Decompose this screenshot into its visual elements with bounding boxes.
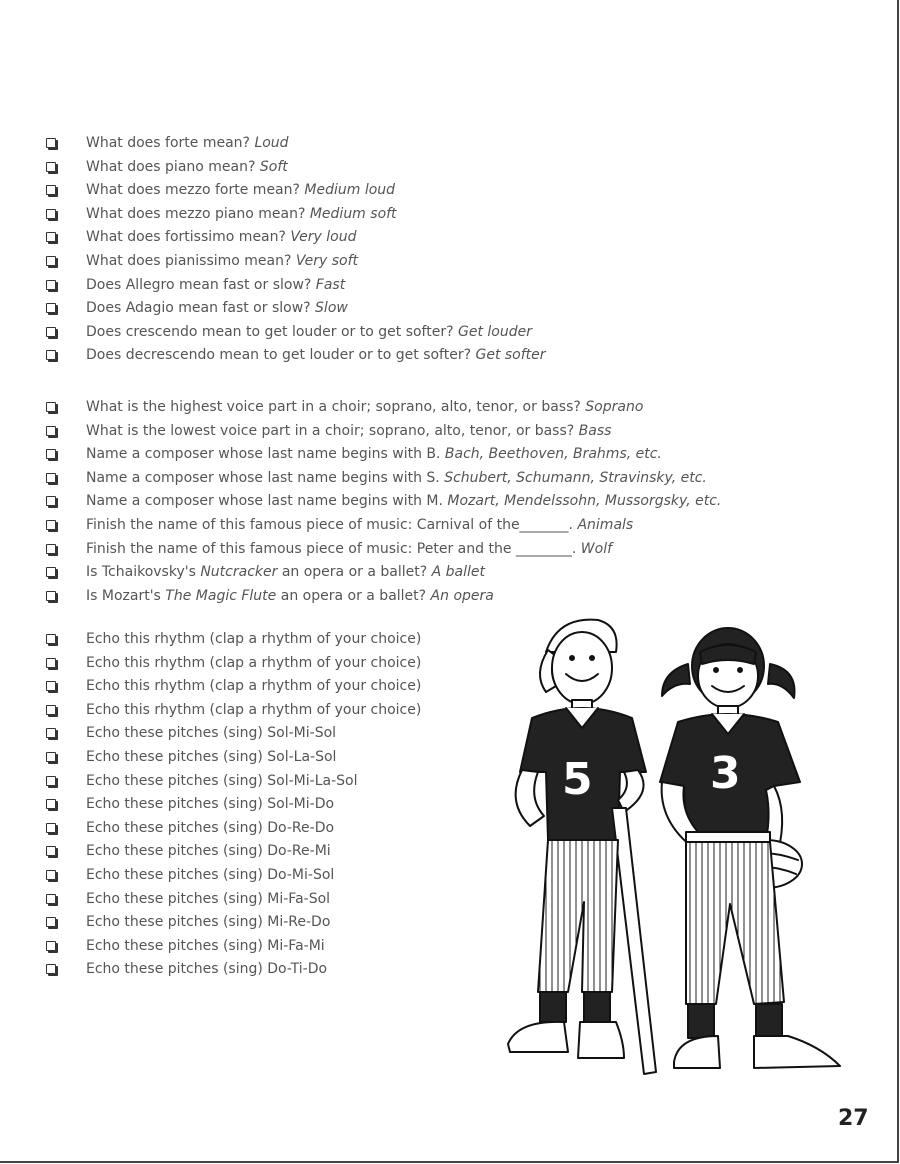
checkbox[interactable] (46, 449, 56, 459)
baseball-kids-illustration (448, 612, 848, 1082)
checkbox[interactable] (46, 728, 56, 738)
checkbox[interactable] (46, 917, 56, 927)
checkbox[interactable] (46, 941, 56, 951)
checkbox[interactable] (46, 256, 56, 266)
checkbox[interactable] (46, 658, 56, 668)
checkbox[interactable] (46, 138, 56, 148)
checkbox[interactable] (46, 473, 56, 483)
checkbox[interactable] (46, 232, 56, 242)
checkbox[interactable] (46, 823, 56, 833)
girl-figure (660, 628, 840, 1068)
checkbox[interactable] (46, 209, 56, 219)
checkbox[interactable] (46, 591, 56, 601)
checkbox[interactable] (46, 846, 56, 856)
checkbox[interactable] (46, 402, 56, 412)
page-number: 27 (838, 1106, 869, 1131)
checkbox[interactable] (46, 185, 56, 195)
svg-text:3: 3 (710, 748, 741, 799)
boy-figure (508, 620, 656, 1074)
checkbox[interactable] (46, 634, 56, 644)
checkbox[interactable] (46, 350, 56, 360)
checkbox[interactable] (46, 327, 56, 337)
checkbox[interactable] (46, 799, 56, 809)
checkbox[interactable] (46, 705, 56, 715)
checkbox[interactable] (46, 520, 56, 530)
checkbox[interactable] (46, 776, 56, 786)
checkbox[interactable] (46, 496, 56, 506)
checkbox[interactable] (46, 544, 56, 554)
checkbox[interactable] (46, 870, 56, 880)
checkbox[interactable] (46, 303, 56, 313)
checkbox[interactable] (46, 681, 56, 691)
checkbox[interactable] (46, 567, 56, 577)
checkbox[interactable] (46, 426, 56, 436)
checkbox[interactable] (46, 280, 56, 290)
checkbox[interactable] (46, 894, 56, 904)
checkbox[interactable] (46, 162, 56, 172)
svg-text:5: 5 (562, 754, 593, 805)
checkbox[interactable] (46, 964, 56, 974)
checkbox[interactable] (46, 752, 56, 762)
